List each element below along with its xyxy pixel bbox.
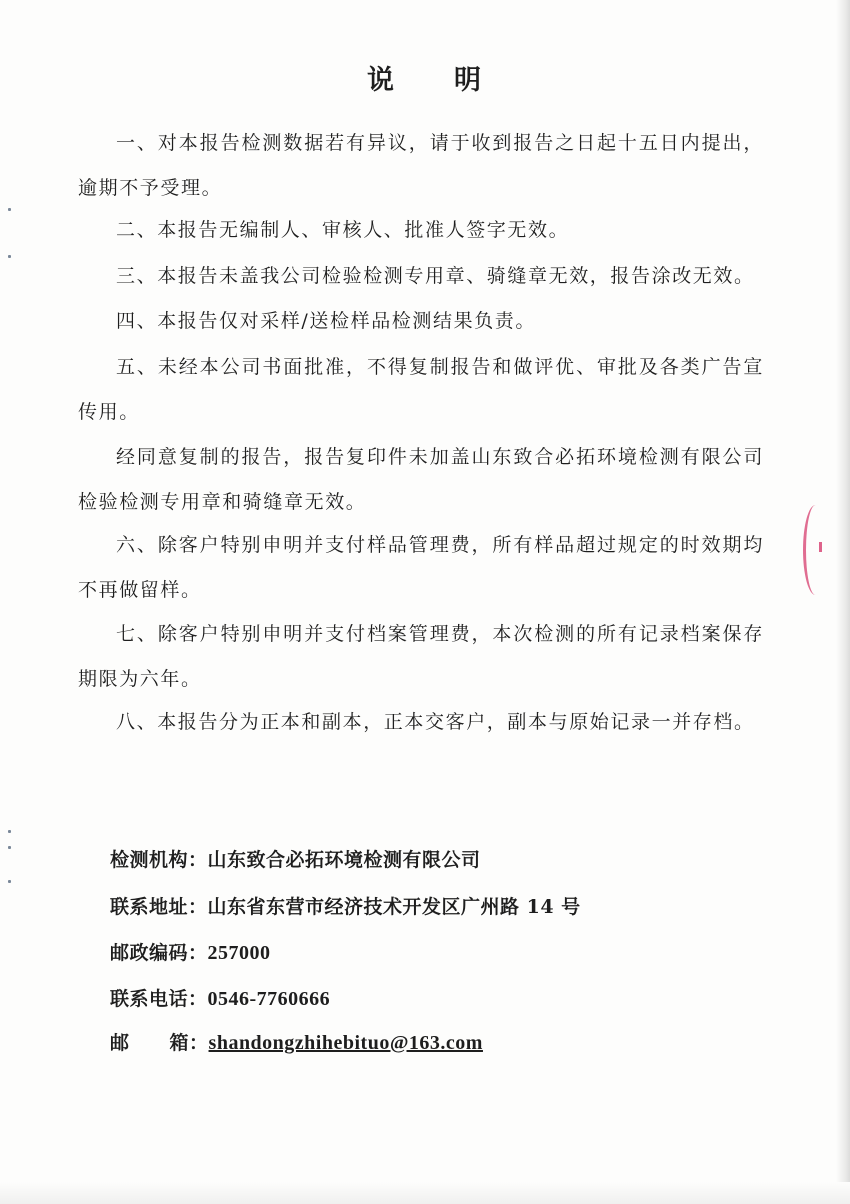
title-char-1: 说 (367, 65, 396, 96)
phone-label: 联系电话： (110, 988, 208, 1010)
paragraph-3: 三、本报告未盖我公司检验检测专用章、骑缝章无效，报告涂改无效。 (116, 265, 755, 287)
contact-phone (110, 984, 330, 1011)
org-label: 检测机构： (110, 849, 208, 871)
phone-value: 0546-7760666 (207, 988, 331, 1010)
paragraph-7: 七、除客户特别申明并支付档案管理费，本次检测的所有记录档案保存期限为六年。 (78, 623, 764, 690)
paragraph-1: 一、对本报告检测数据若有异议，请于收到报告之日起十五日内提出，逾期不予受理。 (78, 132, 764, 199)
contact-email (110, 1028, 483, 1055)
address-label: 联系地址： (110, 896, 208, 918)
email-label-2: 箱： (169, 1032, 209, 1054)
page-title (0, 58, 850, 97)
contact-org (110, 845, 481, 872)
paragraph-4: 四、本报告仅对采样/送检样品检测结果负责。 (116, 310, 537, 332)
paragraph-copy-note: 经同意复制的报告，报告复印件未加盖山东致合必拓环境检测有限公司检验检测专用章和骑缝章无效。 (78, 446, 764, 513)
paragraph-6: 六、除客户特别申明并支付样品管理费，所有样品超过规定的时效期均不再做留样。 (78, 534, 764, 601)
seal-stamp-edge (803, 505, 828, 595)
scan-bottom-edge (0, 1182, 850, 1204)
contact-postcode (110, 938, 271, 965)
address-value: 山东省东营市经济技术开发区广州路 14 号 (207, 896, 581, 918)
scan-speck (8, 830, 11, 833)
title-char-2: 明 (454, 65, 483, 96)
postcode-label: 邮政编码： (110, 942, 208, 964)
paragraph-8: 八、本报告分为正本和副本，正本交客户，副本与原始记录一并存档。 (116, 711, 755, 733)
scan-speck (8, 846, 11, 849)
scan-speck (8, 208, 11, 211)
email-link[interactable]: shandongzhihebituo@163.com (208, 1032, 483, 1054)
scan-right-edge (836, 0, 850, 1204)
paragraph-2: 二、本报告无编制人、审核人、批准人签字无效。 (116, 219, 570, 241)
paragraph-5: 五、未经本公司书面批准，不得复制报告和做评优、审批及各类广告宣传用。 (78, 356, 764, 423)
scan-speck (8, 880, 11, 883)
org-value: 山东致合必拓环境检测有限公司 (207, 849, 481, 871)
postcode-value: 257000 (207, 942, 271, 964)
contact-address (110, 892, 581, 919)
scan-speck (8, 255, 11, 258)
seal-stamp-mark (819, 542, 822, 552)
email-label-1: 邮 (110, 1032, 130, 1054)
